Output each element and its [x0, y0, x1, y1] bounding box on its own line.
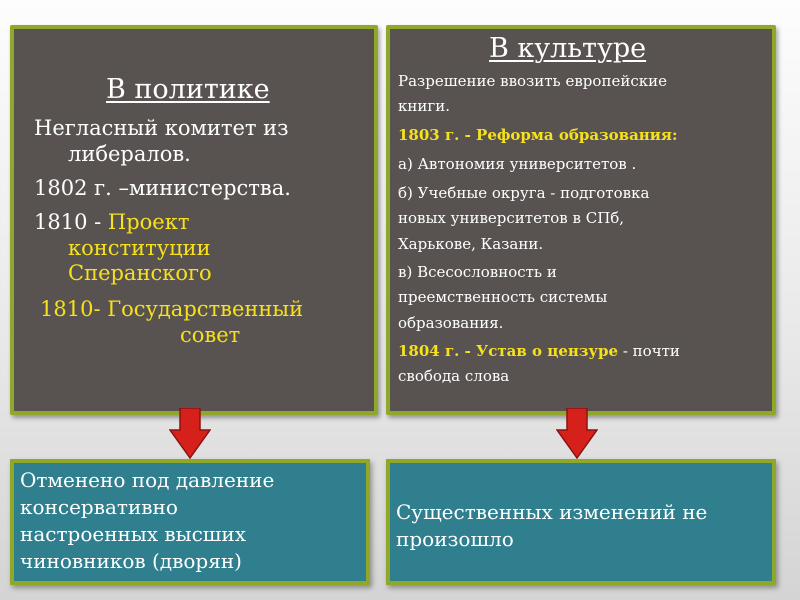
culture-p4c: Харькове, Казани. [398, 235, 544, 253]
culture-p6-rest: - почти [618, 342, 680, 360]
culture-p6-highlight: 1804 г. - Устав о цензуре [398, 342, 619, 360]
politics-heading: В политике [106, 74, 270, 105]
culture-p1a: Разрешение ввозить европейские [398, 72, 667, 90]
politics-result-c: настроенных высших [20, 522, 246, 546]
politics-line1b: либералов. [68, 142, 191, 166]
culture-p2 [398, 125, 770, 145]
politics-panel [10, 25, 378, 415]
down-arrow-icon [556, 408, 598, 460]
culture-p5a: в) Всесословность и [398, 263, 557, 281]
politics-line4-highlight-a: 1810- Государственный [40, 297, 304, 321]
politics-line4-b [180, 323, 240, 347]
politics-line3-highlight-b: конституции [68, 236, 211, 260]
culture-p1b: книги. [398, 97, 450, 115]
down-arrow-icon [169, 408, 211, 460]
culture-result-a: Существенных изменений не [396, 500, 708, 524]
politics-line3-highlight-c: Сперанского [68, 261, 212, 285]
politics-line3-prefix: 1810 - [34, 210, 108, 234]
politics-result-a: Отменено под давление [20, 468, 275, 492]
culture-p4b: новых университетов в СПб, [398, 209, 625, 227]
culture-p2-text: 1803 г. - Реформа образования: [398, 126, 678, 144]
culture-p6b: свобода слова [398, 367, 510, 385]
culture-result-box [386, 459, 776, 585]
politics-line2: 1802 г. –министерства. [34, 176, 291, 200]
culture-panel [386, 25, 776, 415]
politics-line1: Негласный комитет из [34, 116, 289, 140]
politics-result-b: консервативно [20, 495, 178, 519]
politics-line3 [34, 210, 189, 234]
culture-p5b: преемственность системы [398, 288, 608, 306]
culture-heading: В культуре [489, 33, 647, 64]
culture-p3: а) Автономия университетов . [398, 155, 637, 173]
politics-result-box [10, 459, 370, 585]
culture-result-b: произошло [396, 527, 514, 551]
politics-line3-highlight-a: Проект [107, 210, 190, 234]
politics-line4-a [40, 297, 303, 321]
politics-line4-highlight-b: совет [180, 323, 241, 347]
culture-p6 [398, 341, 770, 361]
politics-result-d: чиновников (дворян) [20, 549, 242, 573]
politics-line3-b [68, 236, 211, 260]
culture-p4a: б) Учебные округа - подготовка [398, 184, 650, 202]
culture-p5c: образования. [398, 314, 504, 332]
politics-line3-c [68, 261, 212, 285]
